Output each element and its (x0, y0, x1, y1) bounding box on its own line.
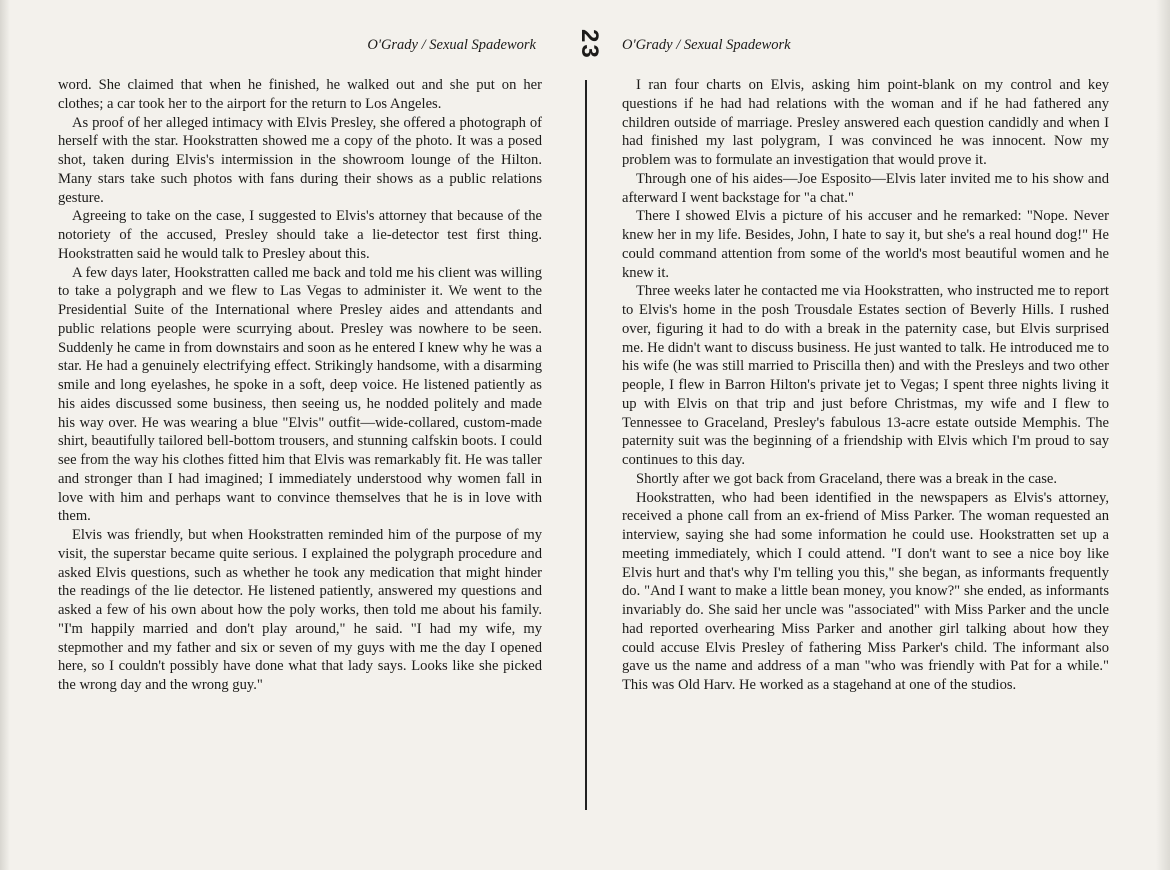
paragraph: I ran four charts on Elvis, asking him point-blank on my control and key questions if he had had relations with the woman and if he had fathered any children outside of marriage. Presley answered each question candidly and when I had finished my last polygram, I was convinced he was innocent. Now my problem was to formulate an investigation that would prove it. (622, 77, 1109, 168)
right-page (600, 0, 1170, 870)
paragraph: There I showed Elvis a picture of his accuser and he remarked: "Nope. Never knew her in my life. Besides, John, I hate to say it, but she's a real hound dog!" He could command attention from some of the world's most beautiful women and he knew it. (622, 208, 1109, 281)
running-head: O'Grady / Sexual Spadework (367, 37, 536, 53)
page-number: 23 (576, 29, 603, 60)
paragraph: Three weeks later he contacted me via Hookstratten, who instructed me to report to Elvis's home in the posh Trousdale Estates section of Beverly Hills. I rushed over, figuring it had to do with a break in the paternity case, but Elvis surprised me. He didn't want to discuss business. He just wanted to talk. He introduced me to his wife (he was still married to Priscilla then) and with the Presleys and two other people, I flew in Barron Hilton's private jet to Vegas; I spent three nights living it up with Elvis on that trip and just before Christmas, my wife and I flew to Tennessee to Graceland, Presley's fabulous 13-acre estate outside Memphis. The paternity suit was the beginning of a friendship with Elvis which I'm proud to say continues to this day. (622, 283, 1109, 468)
vertical-rule (585, 80, 587, 810)
body-text (58, 76, 542, 695)
paragraph: Elvis was friendly, but when Hookstratten reminded him of the purpose of my visit, the superstar became quite serious. I explained the polygraph procedure and asked Elvis questions, such as whether he took any medication that might hinder the readings of the lie detector. He listened patiently, answered my questions and asked a few of his own about how the poly works, then told me about his family. "I'm happily married and don't play around," he said. "I had my wife, my stepmother and my father and six or seven of my guys with me the day I opened here, so I couldn't possibly have done what that lady says. Looks like she picked the wrong day and the wrong guy." (58, 527, 542, 693)
paragraph: word. She claimed that when he finished, he walked out and she put on her clothes; a car took her to the airport for the return to Los Angeles. (58, 77, 542, 112)
paragraph: As proof of her alleged intimacy with Elvis Presley, she offered a photograph of herself with the star. Hookstratten showed me a copy of the photo. It was a posed shot, taken during Elvis's intermission in the showroom lounge of the Hilton. Many stars take such photos with fans during their shows as a public relations gesture. (58, 114, 542, 206)
paragraph: A few days later, Hookstratten called me back and told me his client was willing to take a polygraph and we flew to Las Vegas to administer it. We went to the Presidential Suite of the International where Presley aides and attendants and public relations people were scurrying about. Presley was nowhere to be seen. Suddenly he came in from downstairs and soon as he entered I knew why he was a star. He had a genuinely electrifying effect. Strikingly handsome, with a disarming smile and long eyelashes, he spoke in a soft, deep voice. He listened patiently as his aides discussed some business, then seeing us, he nodded politely and made his way over. He was wearing a blue "Elvis" outfit—wide-collared, custom-made shirt, beautifully tailored bell-bottom trousers, and stunning calfskin boots. I could see from the way his clothes fitted him that Elvis was remarkably fit. He was taller and stronger than I had imagined; I immediately understood why women fall in love with him and perhaps want to convince themselves that he is in love with them. (58, 264, 542, 525)
paragraph: Through one of his aides—Joe Esposito—Elvis later invited me to his show and afterward I went backstage for "a chat." (622, 170, 1109, 206)
running-head: O'Grady / Sexual Spadework (622, 37, 791, 53)
body-text (622, 76, 1109, 695)
paragraph: Shortly after we got back from Graceland, there was a break in the case. (636, 470, 1058, 487)
paragraph: Hookstratten, who had been identified in the newspapers as Elvis's attorney, received a phone call from an ex-friend of Miss Parker. The woman requested an interview, saying she had some information he could use. Hookstratten set up a meeting immediately, which I could attend. "I don't want to see a nice boy like Elvis hurt and that's why I'm telling you this," she began, as informants frequently do. "And I want to make a little bean money, you know?" she ended, as informants invariably do. She said her uncle was "associated" with Miss Parker and the uncle had reported overhearing Miss Parker and another girl talking about how they could accuse Elvis Presley of fathering Miss Parker's child. The informant also gave us the name and address of a man "who was friendly with Pat for a while." This was Old Harv. He worked as a stagehand at one of the studios. (622, 489, 1109, 693)
paragraph: Agreeing to take on the case, I suggested to Elvis's attorney that because of the notoriety of the accused, Presley should take a lie-detector test first thing. Hookstratten said he would talk to Presley about this. (58, 208, 542, 262)
left-page (0, 0, 560, 870)
